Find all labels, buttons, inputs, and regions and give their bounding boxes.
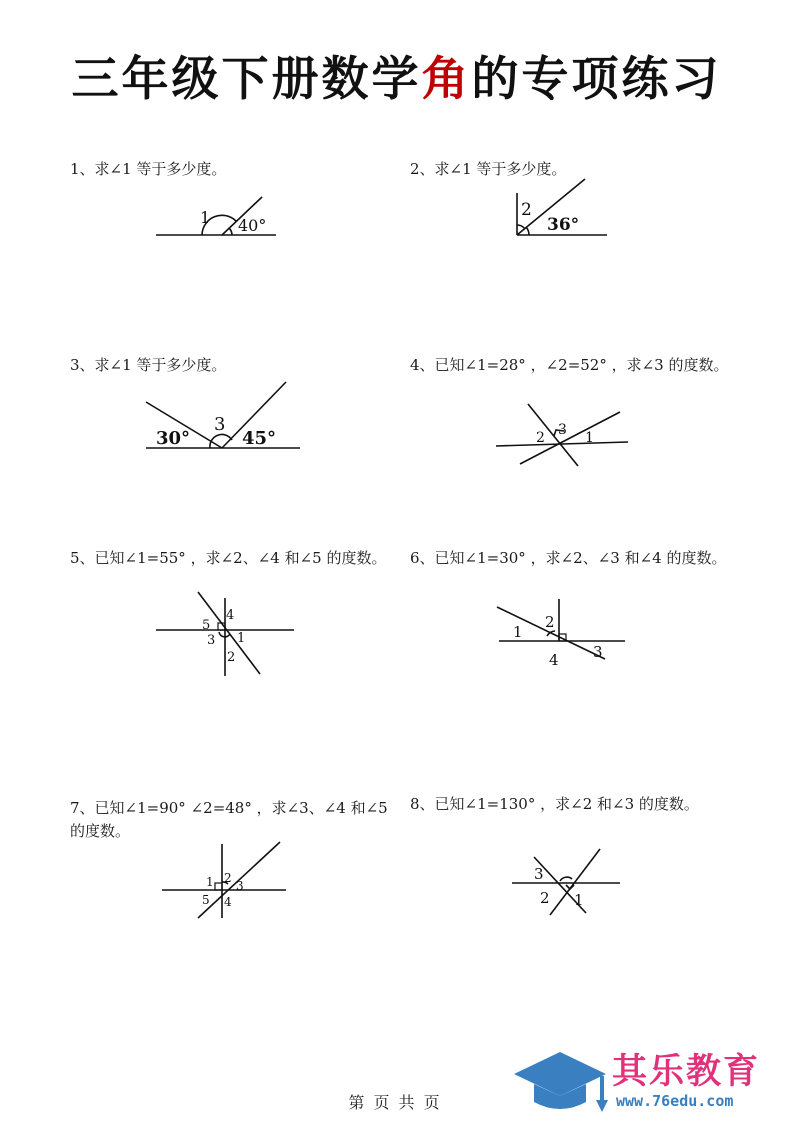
question-6-text: 6、已知∠1=30° ，求∠2、∠3 和∠4 的度数。	[410, 549, 727, 567]
question-1-figure	[150, 185, 290, 245]
page-title	[0, 42, 793, 109]
question-5-figure	[150, 588, 300, 680]
title-part-2: 的专项练习	[471, 52, 722, 107]
q7-label-b: 2	[224, 871, 232, 885]
q1-label-b: 40°	[238, 216, 267, 235]
q6-label-c: 4	[549, 651, 559, 669]
brand-name: 其乐教育	[612, 1052, 761, 1092]
page-footer: 第 页 共 页	[348, 1093, 442, 1112]
question-8-text: 8、已知∠1=130° ，求∠2 和∠3 的度数。	[410, 795, 699, 813]
q5-label-d: 1	[237, 631, 246, 646]
q4-label-b: 3	[558, 422, 567, 438]
question-2-text: 2、求∠1 等于多少度。	[410, 160, 567, 178]
question-8-figure	[508, 845, 623, 920]
q5-label-a: 5	[202, 618, 211, 633]
q6-label-b: 1	[513, 623, 523, 641]
q7-label-a: 1	[206, 875, 214, 889]
question-2-figure	[505, 175, 615, 245]
q4-label-c: 1	[585, 430, 594, 446]
title-part-1: 三年级下册数学	[71, 52, 422, 107]
q3-label-b: 3	[214, 414, 226, 435]
question-1-text: 1、求∠1 等于多少度。	[70, 160, 227, 178]
q8-label-c: 1	[574, 891, 584, 909]
title-accent: 角	[421, 52, 472, 107]
q2-label-b: 36°	[547, 215, 580, 235]
q4-label-a: 2	[536, 430, 545, 446]
q7-label-e: 4	[224, 895, 232, 909]
q3-label-a: 30°	[156, 428, 191, 449]
question-5-text: 5、已知∠1=55° ，求∠2、∠4 和∠5 的度数。	[70, 549, 387, 567]
question-3-figure	[140, 378, 310, 456]
question-3-text: 3、求∠1 等于多少度。	[70, 356, 227, 374]
q5-label-e: 2	[227, 650, 236, 665]
question-7-text: 7、已知∠1=90° ∠2=48° ，求∠3、∠4 和∠5 的度数。	[70, 799, 388, 840]
q7-label-c: 3	[236, 879, 244, 893]
q8-label-b: 2	[540, 889, 550, 907]
q8-label-a: 3	[534, 865, 544, 883]
q6-label-a: 2	[545, 613, 555, 631]
q2-label-a: 2	[521, 200, 532, 220]
q6-label-d: 3	[593, 643, 603, 661]
q3-label-c: 45°	[242, 428, 277, 449]
brand-site: www.76edu.com	[616, 1092, 734, 1110]
q1-label-a: 1	[200, 208, 211, 227]
q5-label-c: 3	[207, 633, 216, 648]
question-4-text: 4、已知∠1=28° ，∠2=52° ，求∠3 的度数。	[410, 356, 729, 374]
q7-label-d: 5	[202, 893, 210, 907]
question-6-figure	[495, 595, 635, 669]
q5-label-b: 4	[226, 608, 235, 623]
question-4-figure	[492, 400, 632, 470]
question-7-figure	[158, 838, 293, 923]
